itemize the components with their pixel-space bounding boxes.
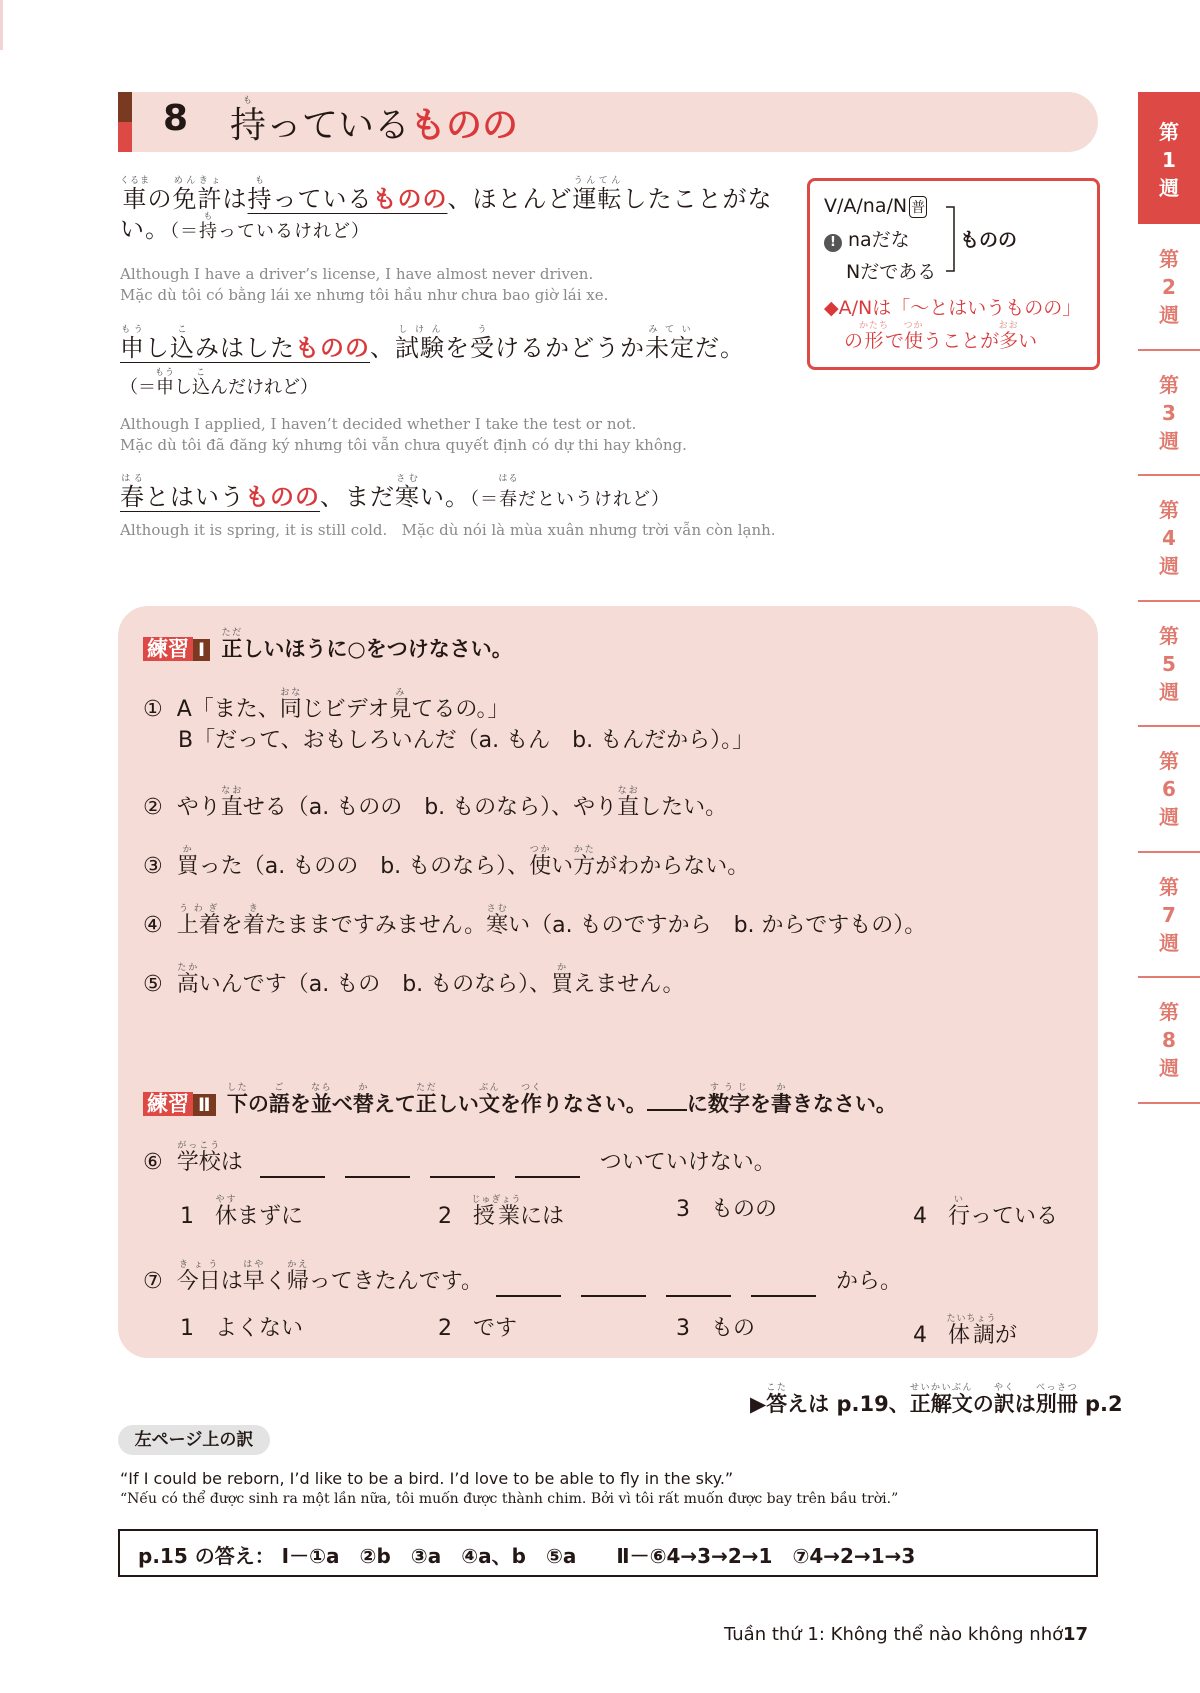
answer-blank[interactable] [581,1273,646,1297]
translation-header: 左ページ上の訳 [118,1425,270,1455]
answer-blank[interactable] [430,1154,495,1178]
question-7: ⑦ 今日きょうは早はやく帰かえってきたんです。 から。 [143,1260,902,1297]
q6-option-2: 2 授業じゅぎょうには [438,1195,565,1229]
grammar-note-1: ◆A/Nは「～とはいうものの」 [824,297,1082,319]
example-1-sentence: 車くるまの免許めんきょは持もっているものの、ほとんど運転うんてんしたことがない。（＝持もっているけれど） [120,176,773,243]
tab-divider [1138,725,1200,727]
answer-blank[interactable] [515,1154,580,1178]
tab-divider [1138,474,1200,476]
plain-form-tag: 普 [909,196,927,218]
tab-divider [1138,976,1200,978]
grammar-result: ものの [960,229,1018,251]
answer-blank[interactable] [345,1154,410,1178]
grammar-note-2: の形かたちで使つかうことが多おおい [844,321,1038,352]
tab-week-6[interactable]: 第 6 週 [1159,749,1179,829]
translation-vietnamese: “Nếu có thể được sinh ra một lần nữa, tôi muốn được thành chim. Bởi vì tôi rất muốn được bay trên bầu trời.” [120,1491,899,1507]
tab-divider [1138,851,1200,853]
practice-number: Ⅱ [193,1094,216,1116]
answer-blank[interactable] [666,1273,731,1297]
question-2: ② やり直なおせる（a. ものの b. ものなら）、やり直なおしたい。 [143,786,728,820]
example-1-english: Although I have a driver’s license, I have almost never driven. [120,265,594,283]
example-2-sentence: 申もうし込こみはしたものの、試験しけんを受うけるかどうか未定みていだ。 [120,325,745,362]
q7-option-1: 1 よくない [180,1316,303,1341]
grammar-pattern-line1: V/A/na/N 普 [824,195,926,217]
practice-1-header: 練習 Ⅰ 正ただしいほうに○をつけなさい。 [143,628,513,663]
q7-option-4: 4 体調たいちょうが [913,1314,1018,1348]
question-4: ④ 上着うわぎを着きたままですみません。寒さむい（a. ものですから b. からですもの）。 [143,904,927,938]
tab-week-7[interactable]: 第 7 週 [1159,875,1179,955]
translation-english: “If I could be reborn, I’d like to be a bird. I’d love to be able to fly in the sky.” [120,1469,734,1488]
practice-badge: 練習 [143,637,193,661]
tab-week-1[interactable]: 第 1 週 [1138,92,1200,224]
answer-blank[interactable] [496,1273,561,1297]
tab-divider [1138,349,1200,351]
example-3-translation: Although it is spring, it is still cold. Mặc dù nói là mùa xuân nhưng trời vẫn còn lạnh. [120,521,776,539]
question-3: ③ 買かった（a. ものの b. ものなら）、使つかい方かたがわからない。 [143,845,750,879]
answer-blank[interactable] [751,1273,816,1297]
grammar-box [807,178,1100,370]
question-1a: ① A「また、同おなじビデオ見みてるの。」 [143,688,510,722]
q6-option-4: 4 行いっている [913,1195,1059,1229]
previous-answers-box [118,1529,1098,1577]
tab-divider [1138,600,1200,602]
previous-answers: p.15 の答え： Ⅰ－①a ②b ③a ④a、b ⑤a Ⅱ－⑥4→3→2→1 ⑦4→2→1→3 [138,1544,916,1568]
section-number: 8 [163,98,189,139]
grammar-pattern-line2: ! naだな [824,225,910,252]
tab-divider [1138,1102,1200,1104]
example-2-vietnamese: Mặc dù tôi đã đăng ký nhưng tôi vẫn chưa quyết định có dự thi hay không. [120,436,687,454]
answer-reference[interactable]: ▶答こたえは p.19、正解文せいかいぶんの訳やくは別冊べっさつ p.2 [750,1383,1123,1416]
q7-option-3: 3 もの [676,1316,755,1341]
page-edge-mark [0,0,3,50]
example-1-vietnamese: Mặc dù tôi có bằng lái xe nhưng tôi hầu như chưa bao giờ lái xe. [120,286,609,304]
example-3-sentence: 春はるとはいうものの、まだ寒さむい。（＝春はるだというけれど） [120,474,670,511]
example-2-english: Although I applied, I haven’t decided whether I take the test or not. [120,415,637,433]
caution-icon: ! [824,234,842,252]
practice-number: Ⅰ [193,639,210,661]
q6-option-3: 3 ものの [676,1197,777,1222]
tab-week-8[interactable]: 第 8 週 [1159,1000,1179,1080]
example-2-paraphrase: （＝申もうし込こんだけれど） [120,368,318,398]
question-1b: B「だって、おもしろいんだ（a. もん b. もんだから）。」 [178,728,755,753]
page-number: 17 [1063,1624,1089,1645]
q7-option-2: 2 です [438,1316,517,1341]
section-title: 持もっているものの [230,96,519,146]
tab-week-3[interactable]: 第 3 週 [1159,373,1179,453]
practice-badge: 練習 [143,1092,193,1116]
q6-option-1: 1 休やすまずに [180,1195,304,1229]
question-5: ⑤ 高たかいんです（a. もの b. ものなら）、買かえません。 [143,963,685,997]
grammar-pattern-line3: Nだである [846,261,937,283]
header-accent-dark [118,92,132,122]
answer-blank[interactable] [260,1154,325,1178]
footer-title: Tuần thứ 1: Không thể nào không nhớ [724,1624,1064,1645]
question-6: ⑥ 学校がっこうは ついていけない。 [143,1141,776,1178]
tab-week-4[interactable]: 第 4 週 [1159,498,1179,578]
tab-week-2[interactable]: 第 2 週 [1159,247,1179,327]
tab-week-5[interactable]: 第 5 週 [1159,624,1179,704]
practice-2-header: 練習 Ⅱ 下したの語ごを並ならべ替かえて正ただしい文ぶんを作つくりなさい。 に数字すうじを書かきなさい。 [143,1083,897,1118]
header-accent-red [118,122,132,152]
